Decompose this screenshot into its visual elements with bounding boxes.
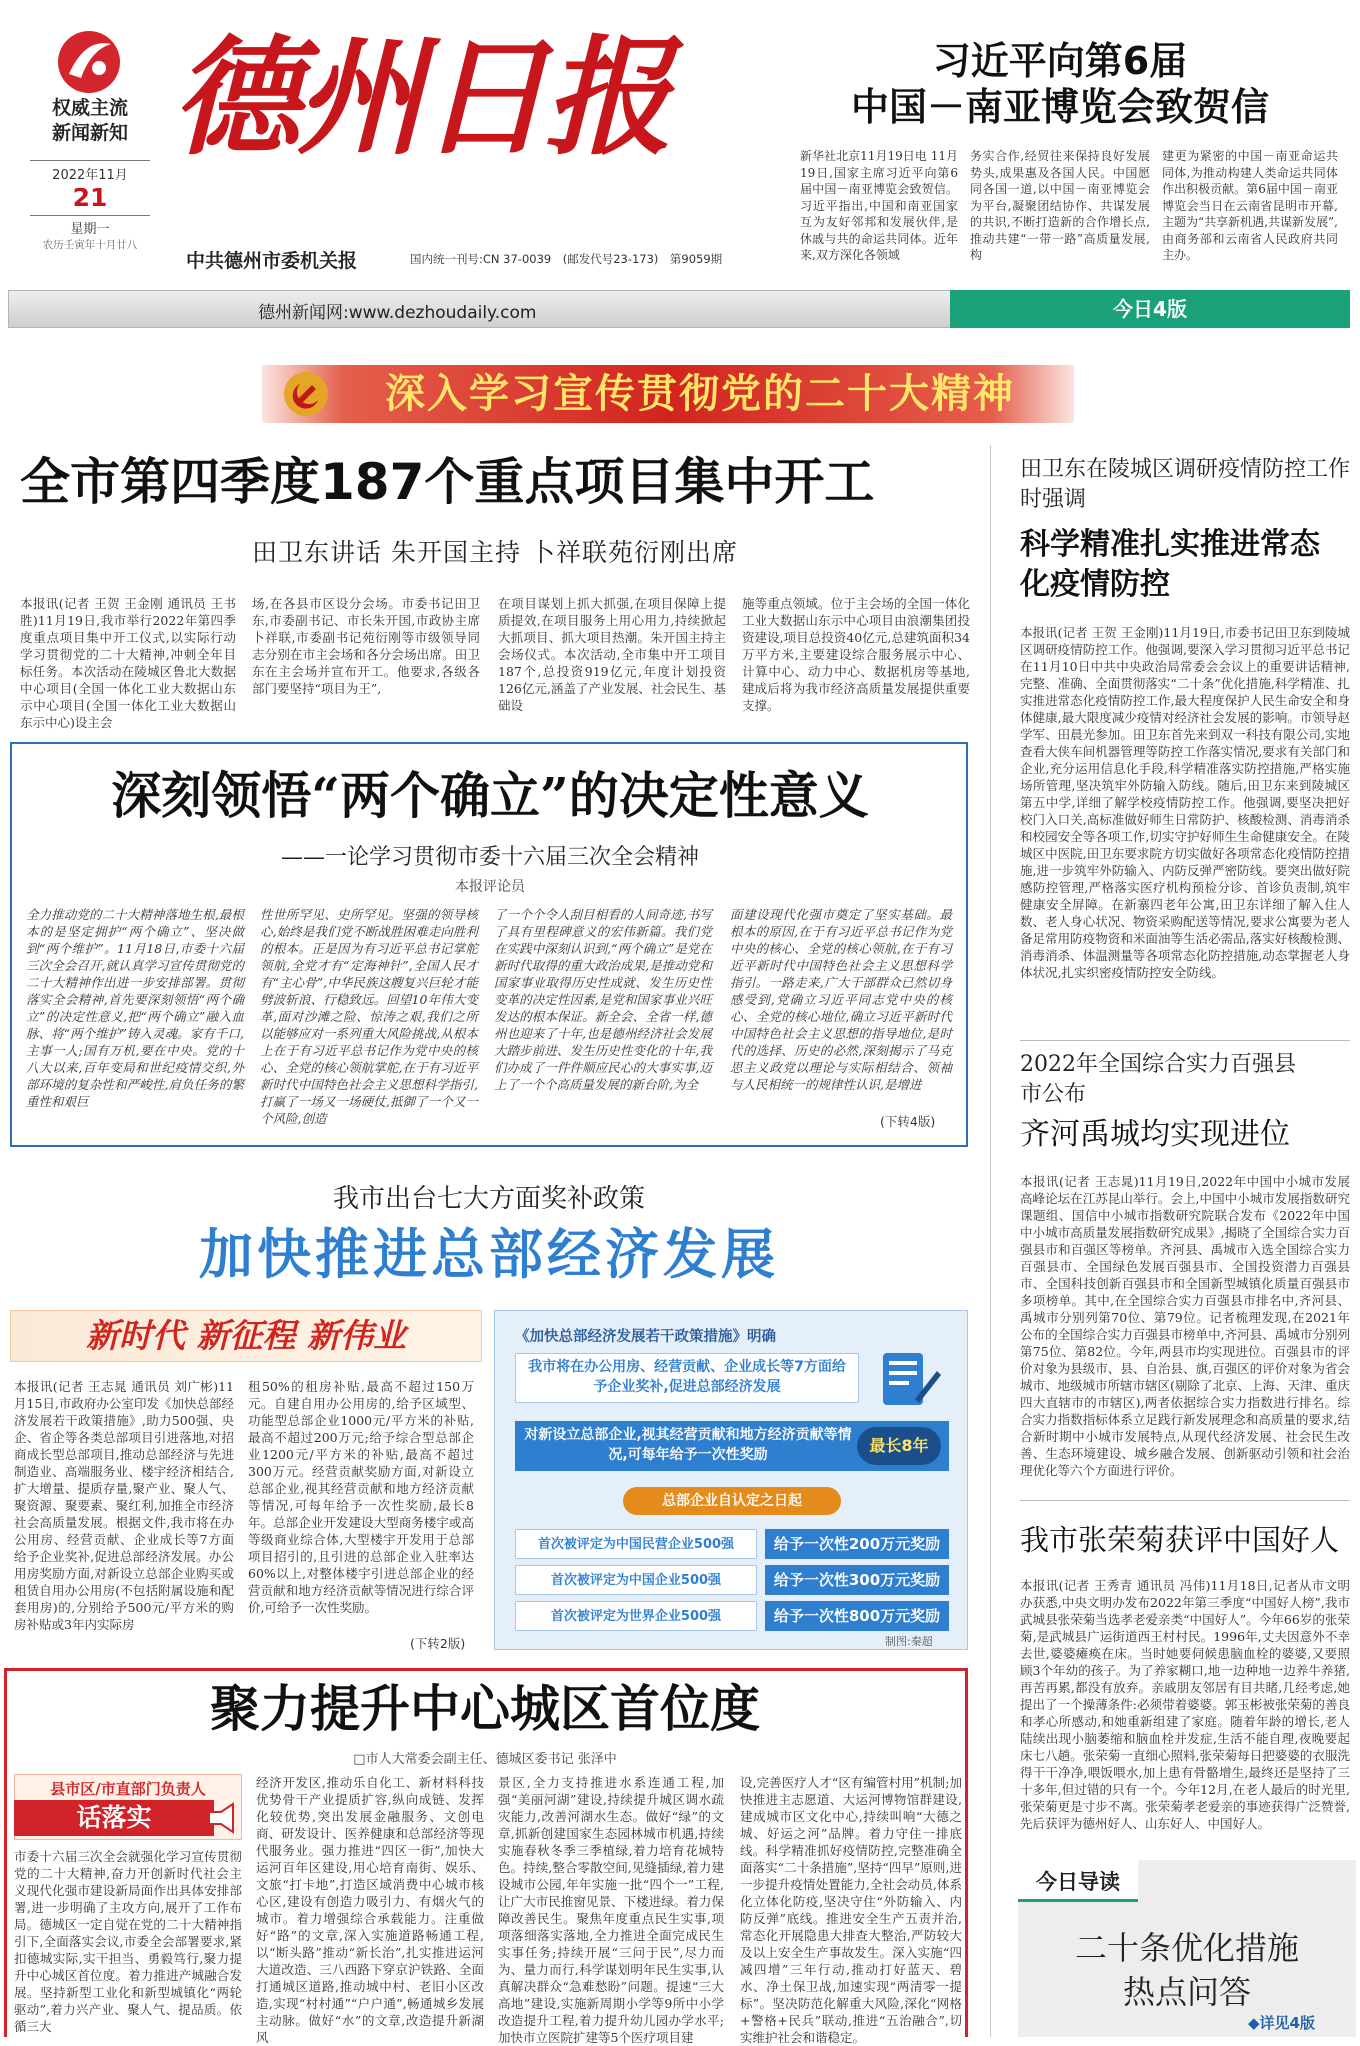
lead-col4: 施等重点领域。位于主会场的全国一体化工业大数据山东示中心项目由浪潮集团投资建设,项目总投资40亿元,总建筑面积34万平方米,主要建设综合服务展示中心、计算中心、动力中心、数据机房等基地,建成后将为我市经济高质量发展提供重要支撑。 (742, 596, 970, 713)
sidebar-story1-body: 本报讯(记者 王贺 王金刚)11月19日,市委书记田卫东到陵城区调研疫情防控工作。他强调,要深入学习贯彻习近平总书记在11月10日中共中央政治局常委会会议上的重要讲话精神,完整、准确、全面贯彻落实“二十条”优化措施,科学精准、扎实推进常态化疫情防控工作,最大程度保护人民生命安全和身体健康,最大限度减少疫情对经济社会发展的影响。市领导赵学军、田晨光参加。田卫东首先来到双一科技有限公司,实地查看大侠车间机器管理等防控工作落实情况,要求有关部门和企业,充分运用信息化手段,科学精准落实防控措施,严格实施场所管理,坚决筑牢外防输入防线。随后,田卫东来到陵城区第五中学,详细了解学校疫情防控工作。他强调,要坚决把好校门入口关,高标准做好师生日常防护、核酸检测、消毒消杀和校园安全等各项工作,切实守护好师生生命健康安全。在陵城区中医院,田卫东要求院方切实做好各项常态化疫情防控措施,进一步筑牢外防输入、内防反弹严密防线。要突出做好院感防控管理,严格落实医疗机构预检分诊、首诊负责制,筑牢健康安全屏障。在新寨四老年公寓,田卫东详细了解入住人数、老人身心状况、物资采购配送等情况,要求公寓要为老人备足常用防疫物资和米面油等生活必需品,落实好核酸检测、消毒消杀、体温测量等各项常态化防控措施,动态掌握老人身体状况,扎实织密疫情防控安全防线。 (1020, 625, 1350, 980)
sidebar-story1-headline[interactable]: 科学精准扎实推进常态化疫情防控 (1020, 527, 1320, 602)
city-col2: 经济开发区,推动乐自化工、新材料科技优势骨干产业提质扩容,纵向成链、发挥化较优势,突出发展金融服务、文创电商、研发设计、医养健康和总部经济等现代服务业。强力推进“四区一街”,加快大运河百年区建设,用心培育南街、娱乐、文旅“打卡地”,打造区域消费中心城市核心区,建设有创造力吸引力、有烟火气的城市。着力增强综合承载能力。注重做好“路”的文章,深入实施道路畅通工程,以“断头路”推动“新长治”,扎实推进运河大道改造、三八西路下穿京沪铁路、全面打通城区道路,推动城中村、老旧小区改造,实现“村村通”“户户通”,畅通城乡发展主动脉。做好“水”的文章,改造提升新湖风 (256, 1775, 484, 2045)
hq-continued[interactable]: (下转2版) (410, 1636, 466, 1651)
infobox-award-left-1: 首次被评定为中国民营企业500强 (515, 1529, 757, 1559)
editorial-col1: 全力推动党的二十大精神落地生根,最根本的是坚定拥护“两个确立”、坚决做到“两个维护”。11月18日,市委十六届三次全会召开,就认真学习宣传贯彻党的二十大精神作出进一步安排部署。贯彻落实全会精神,首先要深刻领悟“两个确立”的决定性意义,把“两个确立”融入血脉、将“两个维护”铸入灵魂。家有千口,主事一人;国有万机,要在中央。党的十八大以来,百年变局和世纪疫情交织,外部环境的复杂性和严峻性,肩负任务的繁重性和艰巨 (26, 907, 244, 1109)
today-pages-label: 今日4版 (1113, 297, 1187, 321)
today-guide-title: 今日导读 (1036, 1870, 1120, 1894)
infobox-award-left-3: 首次被评定为世界企业500强 (515, 1601, 757, 1631)
editorial-col2: 性世所罕见、史所罕见。坚强的领导核心,始终是我们党不断战胜困难走向胜利的根本。正是因为有习近平总书记掌舵领航,全党才有“定海神针”,全国人民才有“主心骨”,中华民族这艘复兴巨轮才能劈波斩浪、行稳致远。回望10年伟大变革,面对沙滩之险、惊涛之艰,我们之所以能够应对一系列重大风险挑战,从根本上在于有习近平总书记作为党中央的核心、全党的核心领航掌舵,在于有习近平新时代中国特色社会主义思想科学指引,打赢了一场又一场硬仗,抵御了一个又一个风险,创造 (260, 907, 478, 1126)
document-pen-icon (875, 1347, 945, 1411)
hq-col1: 本报讯(记者 王志晁 通讯员 刘广彬)11月15日,市政府办公室印发《加快总部经济发展若干政策措施》,助力500强、央企、省企等各类总部项目引进落地,对招商成长型总部项目,推动总部经济与先进制造业、高端服务业、楼宇经济相结合,扩大增量、提质存量,聚产业、聚人气、聚资源、聚要素、聚红利,加推全市经济社会高质量发展。根据文件,我市将在办公用房、经营贡献、企业成长等7方面给予企业奖补,促进总部经济发展。办公用房奖励方面,对新设立总部企业购买或租赁自用办公用房(不包括附属设施和配套用房)的,分别给予500元/平方米的购房补贴或3年内实际房 (14, 1379, 234, 1632)
hq-headline[interactable]: 加快推进总部经济发展 (199, 1223, 779, 1286)
editorial-col4: 面建设现代化强市奠定了坚实基础。最根本的原因,在于有习近平总书记作为党中央的核心、全党的核心领航,在于有习近平新时代中国特色社会主义思想科学指引。一路走来,广大干部群众已然切身感受到,党确立习近平同志党中央的核心、全党的核心地位,确立习近平新时代中国特色社会主义思想的指导地位,是时代的选择、历史的必然,深刻揭示了马克思主义政党以理论与实际相结合、领袖与人民相统一的规律性认识,是增进 (730, 907, 952, 1092)
website-link[interactable]: 德州新闻网:www.dezhoudaily.com (258, 303, 537, 323)
lead-headline[interactable]: 全市第四季度187个重点项目集中开工 (20, 453, 875, 511)
date-year-month: 2022年11月 (52, 168, 128, 183)
lead-col2: 场,在各县市区设分会场。市委书记田卫东,市委副书记、市长朱开国,市政协主席卜祥联,市委副书记苑衍刚等市级领导同志分别在市主会场和各分会场出席。田卫东在主会场并宣布开工。他要求,各级各部门要坚持“项目为王”, (252, 596, 480, 696)
city-headline[interactable]: 聚力提升中心城区首位度 (210, 1679, 760, 1738)
editorial-col3: 了一个个令人刮目相看的人间奇迹,书写了具有里程碑意义的宏伟新篇。我们党在实践中深刻认识到,“两个确立”是党在新时代取得的重大政治成果,是推动党和国家事业取得历史性成就、发生历史性变革的决定性因素,是党和国家事业兴旺发达的根本保证。新全会、全省一样,德州也迎来了十年,也是德州经济社会发展大踏步前进、发生历史性变化的十年,我们办成了一件件顺应民心的大事实事,迈上了一个个高质量发展的新台阶,为全 (494, 907, 712, 1092)
sidebar-story3-body: 本报讯(记者 王秀青 通讯员 冯伟)11月18日,记者从市文明办获悉,中央文明办发布2022年第三季度“中国好人榜”,我市武城县张荣菊当选孝老爱亲类“中国好人”。今年66岁的张荣菊,是武城县广运街道西王村村民。1996年,丈夫因意外不幸去世,婆婆瘫痪在床。当时她要伺候患脑血栓的婆婆,又要照顾3个年幼的孩子。为了养家糊口,地一边种地一边养牛养猪,再苦再累,都没有放弃。亲戚朋友邻居有目共睹,几经考虑,她提出了一个操薄条件:必须带着婆婆。郭玉彬被张荣菊的善良和孝心所感动,和她重新组建了家庭。随着年龄的增长,老人陆续出现小脑萎缩和脑血栓并发症,生活不能自理,夜晚要起床七八趟。张荣菊一直细心照料,张荣菊每日把婆婆的衣服洗得干干净净,喂饭喂水,加上患有骨骼增生,最终还是坚持了三十多年,但过错的只有一个。今年12月,在老人最后的时光里,张荣菊更是寸步不离。张荣菊孝老爱亲的事迹获得广泛赞誉,先后获评为德州好人、山东好人、中国好人。 (1020, 1578, 1350, 1831)
lead-subhead: 田卫东讲话 朱开国主持 卜祥联苑衍刚出席 (252, 538, 738, 567)
infobox-credit: 制图:秦超 (885, 1635, 933, 1648)
editorial-subhead: ——一论学习贯彻市委十六届三次全会精神 (280, 845, 699, 870)
date-block (30, 164, 150, 252)
lead-col1: 本报讯(记者 王贺 王金刚 通讯员 王书胜)11月19日,我市举行2022年第四季度重点项目集中开工仪式,以实际行动学习贯彻党的二十大精神,冲刺全年目标任务。本次活动在陵城区鲁北大数据中心项目(全国一体化工业大数据山东示中心项目(全国一体化工业大数据山东示中心)设主会 (20, 596, 236, 730)
infobox-award-right-1: 给予一次性200万元奖励 (765, 1529, 949, 1559)
infobox-row2-text: 对新设立总部企业,视其经营贡献和地方经济贡献等情况,可每年给予一次性奖励 (524, 1427, 852, 1463)
top-story-col2: 务实合作,经贸往来保持良好发展势头,成果惠及各国人民。中国愿同各国一道,以中国－南亚博览会为平台,凝聚团结协作、共谋发展的共识,不断打造新的合作增长点,推动共建“一带一路”高质量发展,构 (970, 149, 1150, 262)
city-tag-top: 县市区/市直部门负责人 (50, 1780, 206, 1798)
city-col4: 设,完善医疗人才“区有编管村用”机制;加快推进主志愿道、大运河博物馆群建设,建成城市区文化中心,持续叫响“大德之城、好运之河”品牌。着力守住一排底线。科学精准抓好疫情防控,完整准确全面落实“二十条措施”,坚持“四早”原则,进一步提升疫情处置能力,全社会动员,体系化立体化防疫,坚决守住“外防输入、内防反弹”底线。推进安全生产五责并治,常态化开展隐患大排查大整治,严防较大及以上安全生产事故发生。深入实施“四减四增”三年行动,推动打好蓝天、碧水、净土保卫战,加速实现“两清零一提标”。坚决防范化解重大风险,深化“网格+警格+民兵”联动,推进“五治融合”,切实维护社会和谐稳定。 (740, 1775, 962, 2045)
top-story-col3: 建更为紧密的中国－南亚命运共同体,为推动构建人类命运共同体作出积极贡献。第6届中国－南亚博览会当日在云南省昆明市开幕,主题为“共享新机遇,共谋新发展”,由商务部和云南省人民政府共同主办。 (1162, 149, 1338, 262)
sidebar-story1-kicker: 田卫东在陵城区调研疫情防控工作时强调 (1020, 457, 1351, 512)
sidebar-story2-headline[interactable]: 齐河禹城均实现进位 (1020, 1117, 1290, 1152)
city-tag-bottom: 话落实 (14, 1800, 214, 1836)
date-day: 21 (72, 183, 108, 212)
infobox-title: 《加快总部经济发展若干政策措施》明确 (515, 1329, 776, 1345)
today-guide-link[interactable]: ◆详见4版 (1248, 2014, 1315, 2032)
organ-line: 中共德州市委机关报 (186, 250, 358, 272)
masthead (0, 0, 1360, 330)
paper-title: 德州日报 (172, 23, 669, 173)
hq-kicker: 我市出台七大方面奖补政策 (332, 1184, 645, 1214)
hq-tag-text: 新时代 新征程 新伟业 (86, 1316, 406, 1355)
sidebar-story2-kicker: 2022年全国综合实力百强县市公布 (1020, 1052, 1296, 1107)
infobox-award-left-2: 首次被评定为中国企业500强 (515, 1565, 757, 1595)
paper-logo-icon (55, 28, 123, 96)
city-byline: □市人大常委会副主任、德城区委书记 张泽中 (353, 1752, 617, 1767)
date-weekday: 星期一 (70, 222, 110, 237)
infobox-pill-text: 总部企业自认定之日起 (662, 1493, 802, 1509)
hq-col2: 租50%的租房补贴,最高不超过150万元。自建自用办公用房的,给予区域型、功能型总部企业1000元/平方米的补贴,最高不超过200万元;给予综合型总部企业1200元/平方米的补贴,最高不超过300万元。经营贡献奖励方面,对新设立总部企业,视其经营贡献和地方经济贡献等情况,可每年给予一次性奖励,最长8年。总部企业开发建设大型商务楼宇或高等级商业综合体,大型楼宇开发用于总部项目招引的,且引进的总部企业入驻率达60%以上,对整体楼宇引进总部企业的经营贡献和地方经济贡献等情况进行综合评价,可给予一次性奖励。 (248, 1379, 474, 1615)
infobox-award-right-2: 给予一次性300万元奖励 (765, 1565, 949, 1595)
top-story-col1: 新华社北京11月19日电 11月19日,国家主席习近平向第6届中国－南亚博览会致贺信。习近平指出,中国和南亚国家互为友好邻邦和发展伙伴,是休戚与共的命运共同体。近年来,双方深化各领域 (800, 149, 958, 262)
megaphone-icon (205, 1800, 239, 1836)
infobox-award-right-3: 给予一次性800万元奖励 (765, 1601, 949, 1631)
infobox-row1-text: 我市将在办公用房、经营贡献、企业成长等7方面给予企业奖补,促进总部经济发展 (528, 1359, 846, 1395)
top-story-headline[interactable]: 习近平向第6届 中国－南亚博览会致贺信 (850, 39, 1269, 129)
editorial-continued[interactable]: (下转4版) (880, 1114, 936, 1129)
date-lunar: 农历壬寅年十月廿八 (42, 239, 138, 251)
publish-info: 国内统一刊号:CN 37-0039 (邮发代号23-173) 第9059期 (410, 252, 723, 266)
infobox-row2-badge-text: 最长8年 (869, 1436, 929, 1455)
editorial-byline: 本报评论员 (455, 879, 525, 895)
today-guide-item[interactable]: 二十条优化措施 热点问答 (1074, 1929, 1299, 2011)
lead-col3: 在项目谋划上抓大抓强,在项目保障上提质提效,在项目服务上用心用力,持续掀起大抓项目、抓大项目热潮。朱开国主持主会场仪式。本次活动,全市集中开工项目187个,总投资919亿元,年度计划投资126亿元,涵盖了产业发展、社会民生、基础设 (498, 596, 726, 713)
banner-text: 深入学习宣传贯彻党的二十大精神 (385, 370, 1015, 417)
policy-infobox (494, 1310, 968, 1650)
city-col1: 市委十六届三次全会就强化学习宣传贯彻党的二十大精神,奋力开创新时代社会主义现代化强市建设新局面作出具体安排部署,进一步明确了主攻方向,展开了工作布局。德城区一定自觉在党的二十大精神指引下,全面落实会议,市委全会部署要求,紧扣德城实际,实干担当、勇毅笃行,聚力提升中心城区首位度。着力推进产城融合发展。坚持新型工业化和新型城镇化“两轮驱动”,着力兴产业、聚人气、提品质。依循三大 (14, 1849, 242, 2034)
city-col3: 景区,全力支持推进水系连通工程,加强“美丽河湖”建设,持续提升城区调水疏灾能力,改善河湖水生态。做好“绿”的文章,抓新创建国家生态园林城市机遇,持续实施春秋冬季三季植绿,着力培育花城特色。持续,整合零散空间,见缝插绿,着力建设城市公园,年年实施一批“四个一”工程,让广大市民推窗见景、下楼进绿。着力保障改善民生。聚焦年度重点民生实事,项项落细落实落地,全力推进全面完成民生实事任务;持续开展“三问于民”,尽力而为、量力而行,科学谋划明年民生实事,认真解决群众“急难愁盼”问题。提速“三大高地”建设,实施新周期小学等9所中小学改造提升工程,着力提升幼儿园办学水平;加快市立医院扩建等5个医疗项目建 (498, 1775, 724, 2045)
editorial-headline[interactable]: 深刻领悟“两个确立”的决定性意义 (111, 766, 869, 825)
slogan: 权威主流 新闻新知 (51, 97, 128, 144)
sidebar-story3-headline[interactable]: 我市张荣菊获评中国好人 (1020, 1523, 1340, 1557)
party-emblem-icon (282, 370, 330, 418)
sidebar-story2-body: 本报讯(记者 王志晁)11月19日,2022年中国中小城市发展高峰论坛在江苏昆山举行。会上,中国中小城市发展指数研究课题组、国信中小城市指数研究院联合发布《2022年中国中小城市高质量发展指数研究成果》,揭晓了全国综合实力百强县市和百强区等榜单。齐河县、禹城市入选全国综合实力百强县市、全国绿色发展百强县市、全国投资潜力百强县市、全国科技创新百强县市和全国新型城镇化质量百强县市多项榜单。其中,在全国综合实力百强县市排名中,齐河县、禹城市分别列第70位、第79位。记者梳理发现,在2021年公布的全国综合实力百强县市榜单中,齐河县、禹城市分别列第75位、第82位。今年,两县市均实现进位。百强县市的评价对象为县级市、县、自治县、旗,百强区的评价对象为省会城市、地级城市所辖市辖区(剔除了北京、上海、天津、重庆四大直辖市的市辖区),两者依据综合实力指数进行排名。综合实力指数指标体系立足践行新发展理念和高质量的要求,结合新时期中小城市发展特点,从现代经济发展、社会民生改善、生态环境建设、城乡融合发展、创新驱动引领和社会治理优化等六个方面进行评价。 (1020, 1174, 1350, 1478)
